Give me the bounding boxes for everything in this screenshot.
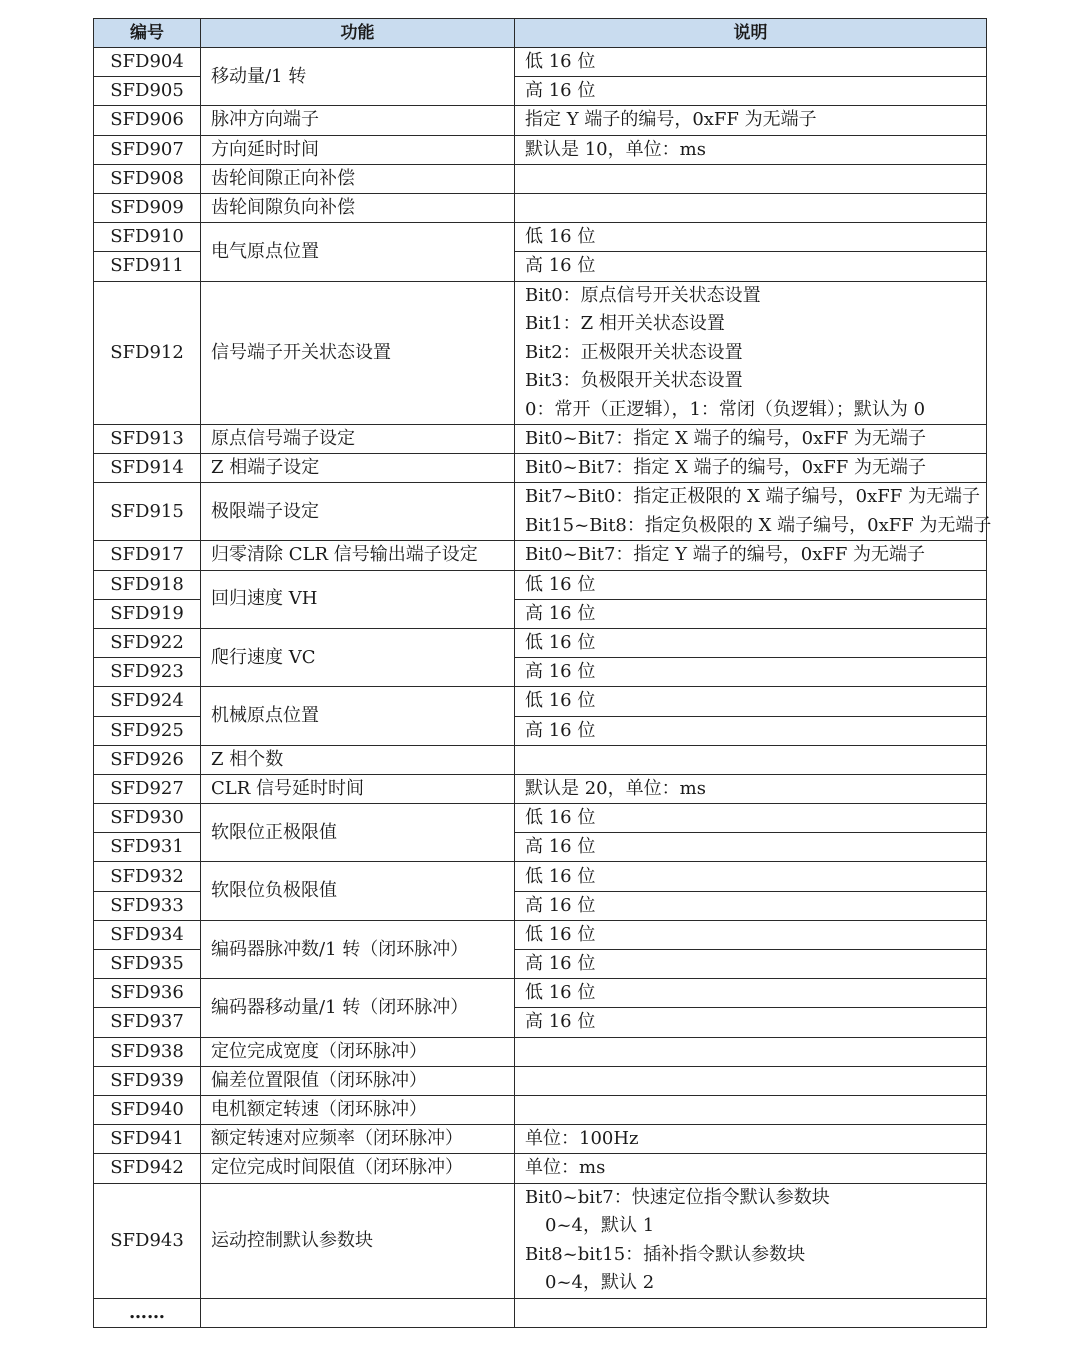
row-description (515, 164, 987, 193)
description-line: 0~4，默认 1 (545, 1215, 655, 1236)
row-description: 单位：100Hz (515, 1125, 987, 1154)
description-line: Bit0：原点信号开关状态设置 (525, 284, 761, 306)
row-description: 单位：ms (515, 1154, 987, 1183)
description-line: Bit1：Z 相开关状态设置 (525, 313, 725, 334)
row-code: SFD930 (94, 804, 201, 833)
row-code: SFD926 (94, 745, 201, 774)
row-function: 原点信号端子设定 (201, 425, 515, 454)
row-code: SFD922 (94, 628, 201, 657)
row-function: 额定转速对应频率（闭环脉冲） (201, 1125, 515, 1154)
row-function: Z 相端子设定 (201, 454, 515, 483)
header-description: 说明 (515, 19, 987, 48)
row-description: 低 16 位 (515, 628, 987, 657)
table-row (94, 979, 987, 1008)
row-description: 低 16 位 (515, 48, 987, 77)
row-function: 电机额定转速（闭环脉冲） (201, 1095, 515, 1124)
row-code: SFD942 (94, 1154, 201, 1183)
row-function: 移动量/1 转 (201, 48, 515, 106)
row-function: 爬行速度 VC (201, 628, 515, 686)
table-row (94, 862, 987, 891)
row-function: 机械原点位置 (201, 687, 515, 745)
row-code: SFD936 (94, 979, 201, 1008)
row-function: 电气原点位置 (201, 223, 515, 281)
row-code: SFD917 (94, 541, 201, 570)
row-function: 脉冲方向端子 (201, 106, 515, 135)
description-line: Bit8~bit15：插补指令默认参数块 (525, 1243, 806, 1265)
row-function: 归零清除 CLR 信号输出端子设定 (201, 541, 515, 570)
row-description (515, 193, 987, 222)
row-function: 运动控制默认参数块 (201, 1183, 515, 1298)
table-row (94, 1298, 987, 1327)
row-description: 高 16 位 (515, 1008, 987, 1037)
header-function: 功能 (201, 19, 515, 48)
row-function: 齿轮间隙负向补偿 (201, 193, 515, 222)
row-function: 编码器脉冲数/1 转（闭环脉冲） (201, 920, 515, 978)
header-code: 编号 (94, 19, 201, 48)
row-code: SFD935 (94, 950, 201, 979)
row-code: SFD910 (94, 223, 201, 252)
row-code: SFD914 (94, 454, 201, 483)
row-code: SFD907 (94, 135, 201, 164)
row-code: SFD934 (94, 920, 201, 949)
row-code: SFD927 (94, 774, 201, 803)
description-line: Bit0~bit7：快速定位指令默认参数块 (525, 1186, 830, 1208)
row-description: 低 16 位 (515, 862, 987, 891)
row-function: 极限端子设定 (201, 483, 515, 541)
description-line: 0~4，默认 2 (545, 1272, 655, 1293)
row-code: SFD932 (94, 862, 201, 891)
row-description (515, 745, 987, 774)
row-description: 低 16 位 (515, 979, 987, 1008)
row-code: SFD939 (94, 1066, 201, 1095)
row-description (515, 1095, 987, 1124)
row-description: 高 16 位 (515, 252, 987, 281)
row-description (515, 281, 987, 425)
row-code: SFD919 (94, 599, 201, 628)
row-description: 低 16 位 (515, 804, 987, 833)
table-row (94, 1066, 987, 1095)
row-code: SFD924 (94, 687, 201, 716)
row-code: SFD912 (94, 281, 201, 425)
table-row (94, 483, 987, 541)
table-row (94, 570, 987, 599)
row-function: CLR 信号延时时间 (201, 774, 515, 803)
description-line: Bit3：负极限开关状态设置 (525, 370, 743, 391)
row-code: SFD938 (94, 1037, 201, 1066)
row-description: 低 16 位 (515, 920, 987, 949)
row-description: 高 16 位 (515, 716, 987, 745)
row-code: SFD906 (94, 106, 201, 135)
row-code: SFD909 (94, 193, 201, 222)
row-code: SFD941 (94, 1125, 201, 1154)
row-description: Bit0~Bit7：指定 Y 端子的编号，0xFF 为无端子 (515, 541, 987, 570)
table-row (94, 1125, 987, 1154)
row-description (515, 1298, 987, 1327)
table-row (94, 223, 987, 252)
row-description: 高 16 位 (515, 658, 987, 687)
table-row (94, 541, 987, 570)
row-description: 高 16 位 (515, 599, 987, 628)
table-row (94, 106, 987, 135)
table-row (94, 687, 987, 716)
row-description: 默认是 20，单位：ms (515, 774, 987, 803)
row-function: 齿轮间隙正向补偿 (201, 164, 515, 193)
table-row (94, 164, 987, 193)
row-code: …… (94, 1298, 201, 1327)
row-code: SFD937 (94, 1008, 201, 1037)
row-description: 指定 Y 端子的编号，0xFF 为无端子 (515, 106, 987, 135)
table-row (94, 425, 987, 454)
table-row (94, 1154, 987, 1183)
row-function: 编码器移动量/1 转（闭环脉冲） (201, 979, 515, 1037)
row-description (515, 1183, 987, 1298)
parameter-table (93, 18, 992, 1328)
row-description: Bit0~Bit7：指定 X 端子的编号，0xFF 为无端子 (515, 454, 987, 483)
description-line: 0：常开（正逻辑），1：常闭（负逻辑）；默认为 0 (525, 398, 926, 420)
table-row (94, 281, 987, 425)
row-function: 软限位负极限值 (201, 862, 515, 920)
table-row (94, 135, 987, 164)
table-row (94, 454, 987, 483)
row-function: 偏差位置限值（闭环脉冲） (201, 1066, 515, 1095)
row-description: 低 16 位 (515, 570, 987, 599)
table-row (94, 193, 987, 222)
row-function: 软限位正极限值 (201, 804, 515, 862)
row-code: SFD913 (94, 425, 201, 454)
table-row (94, 48, 987, 77)
row-description: 低 16 位 (515, 687, 987, 716)
row-function: Z 相个数 (201, 745, 515, 774)
row-code: SFD943 (94, 1183, 201, 1298)
description-line: Bit7~Bit0：指定正极限的 X 端子编号，0xFF 为无端子 (525, 486, 980, 508)
row-function: 回归速度 VH (201, 570, 515, 628)
row-description: 高 16 位 (515, 77, 987, 106)
row-description: Bit0~Bit7：指定 X 端子的编号，0xFF 为无端子 (515, 425, 987, 454)
row-code: SFD923 (94, 658, 201, 687)
row-code: SFD908 (94, 164, 201, 193)
row-code: SFD905 (94, 77, 201, 106)
row-code: SFD931 (94, 833, 201, 862)
row-description: 低 16 位 (515, 223, 987, 252)
row-description: 高 16 位 (515, 833, 987, 862)
row-description (515, 1066, 987, 1095)
row-code: SFD904 (94, 48, 201, 77)
table-header-row (94, 19, 987, 48)
row-function (201, 1298, 515, 1327)
description-line: Bit15~Bit8：指定负极限的 X 端子编号，0xFF 为无端子 (525, 514, 992, 536)
table-row (94, 774, 987, 803)
row-code: SFD933 (94, 891, 201, 920)
table-row (94, 628, 987, 657)
row-code: SFD925 (94, 716, 201, 745)
row-function: 定位完成宽度（闭环脉冲） (201, 1037, 515, 1066)
table-row (94, 745, 987, 774)
row-description: 高 16 位 (515, 891, 987, 920)
table-row (94, 920, 987, 949)
row-description: 默认是 10，单位：ms (515, 135, 987, 164)
table-row (94, 1183, 987, 1298)
row-description (515, 1037, 987, 1066)
row-code: SFD911 (94, 252, 201, 281)
row-code: SFD940 (94, 1095, 201, 1124)
table-row (94, 804, 987, 833)
row-function: 定位完成时间限值（闭环脉冲） (201, 1154, 515, 1183)
table-row (94, 1095, 987, 1124)
row-function: 信号端子开关状态设置 (201, 281, 515, 425)
row-code: SFD915 (94, 483, 201, 541)
row-function: 方向延时时间 (201, 135, 515, 164)
table-row (94, 1037, 987, 1066)
description-line: Bit2：正极限开关状态设置 (525, 341, 743, 363)
row-description: 高 16 位 (515, 950, 987, 979)
row-code: SFD918 (94, 570, 201, 599)
row-description (515, 483, 992, 541)
